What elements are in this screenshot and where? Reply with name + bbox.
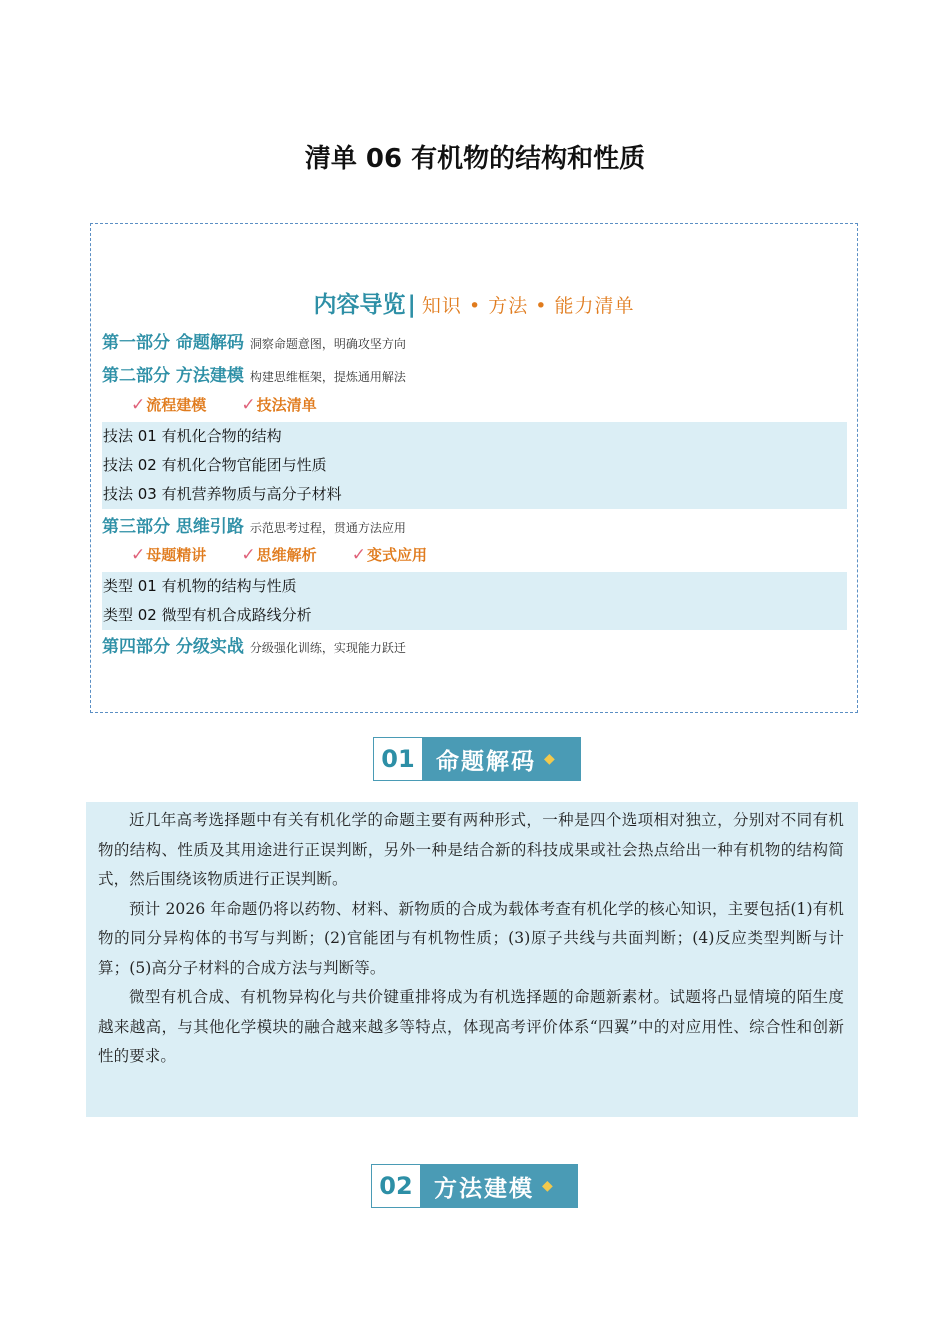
tag-item: ✓思维解析 (241, 545, 317, 565)
toc-part-4 (102, 632, 406, 657)
toc-part-1 (102, 328, 406, 353)
toc-heading-divider: | (407, 292, 416, 318)
list-item: 技法 01 有机化合物的结构 (103, 427, 282, 445)
intro-box (86, 802, 858, 1117)
document-title: 清单 06 有机物的结构和性质 (304, 144, 646, 174)
toc-heading (91, 286, 857, 319)
intro-paragraph: 微型有机合成、有机物异构化与共价键重排将成为有机选择题的命题新素材。试题将凸显情境的陌生度越来越高，与其他化学模块的融合越来越多等特点，体现高考评价体系“四翼”中的对应用性、综合性和创新性的要求。 (98, 988, 844, 1065)
check-mark-icon: ✓ (241, 545, 256, 565)
list-item: 技法 02 有机化合物官能团与性质 (103, 456, 327, 474)
tag-item: ✓变式应用 (351, 545, 427, 565)
part2-list (102, 422, 847, 509)
tag-item: ✓母题精讲 (131, 545, 207, 565)
section-number: 01 (381, 745, 415, 773)
check-mark-icon: ✓ (131, 395, 146, 415)
toc-heading-sub: 知识 • 方法 • 能力清单 (421, 295, 635, 317)
part2-tags (131, 394, 347, 415)
part-title: 第一部分 命题解码 (102, 333, 244, 353)
part-desc: 示范思考过程，贯通方法应用 (249, 521, 406, 535)
diamond-icon: ◆ (542, 1178, 553, 1194)
section-number: 02 (379, 1172, 413, 1200)
part-title: 第二部分 方法建模 (102, 366, 244, 386)
section-label: 命题解码 ◆ (422, 738, 580, 780)
list-item: 技法 03 有机营养物质与高分子材料 (103, 485, 342, 503)
part-desc: 洞察命题意图，明确攻坚方向 (249, 337, 406, 351)
check-mark-icon: ✓ (351, 545, 366, 565)
section-badge-02 (371, 1164, 578, 1208)
section-badge-01 (373, 737, 581, 781)
diamond-icon: ◆ (544, 751, 555, 767)
part-desc: 构建思维框架，提炼通用解法 (249, 370, 406, 384)
toc-part-2 (102, 361, 406, 386)
intro-paragraph: 近几年高考选择题中有关有机化学的命题主要有两种形式，一种是四个选项相对独立，分别对不同有机物的结构、性质及其用途进行正误判断，另外一种是结合新的科技成果或社会热点给出一种有机物的结构简式，然后围绕该物质进行正误判断。 (98, 811, 844, 888)
toc-box (90, 223, 858, 713)
part3-tags (131, 544, 457, 565)
toc-heading-main: 内容导览 (313, 292, 406, 318)
part-desc: 分级强化训练，实现能力跃迁 (249, 641, 406, 655)
section-label: 方法建模 ◆ (420, 1165, 577, 1207)
tag-item: ✓技法清单 (241, 395, 317, 415)
check-mark-icon: ✓ (241, 395, 256, 415)
check-mark-icon: ✓ (131, 545, 146, 565)
part-title: 第三部分 思维引路 (102, 517, 244, 537)
toc-part-3 (102, 512, 406, 537)
tag-item: ✓流程建模 (131, 395, 207, 415)
list-item: 类型 02 微型有机合成路线分析 (103, 606, 312, 624)
part3-list (102, 572, 847, 630)
part-title: 第四部分 分级实战 (102, 637, 244, 657)
list-item: 类型 01 有机物的结构与性质 (103, 577, 297, 595)
intro-paragraph: 预计 2026 年命题仍将以药物、材料、新物质的合成为载体考查有机化学的核心知识，主要包括(1)有机物的同分异构体的书写与判断；(2)官能团与有机物性质；(3)原子共线与共面判断；(4)反应类型判断与计算；(5)高分子材料的合成方法与判断等。 (98, 899, 844, 977)
